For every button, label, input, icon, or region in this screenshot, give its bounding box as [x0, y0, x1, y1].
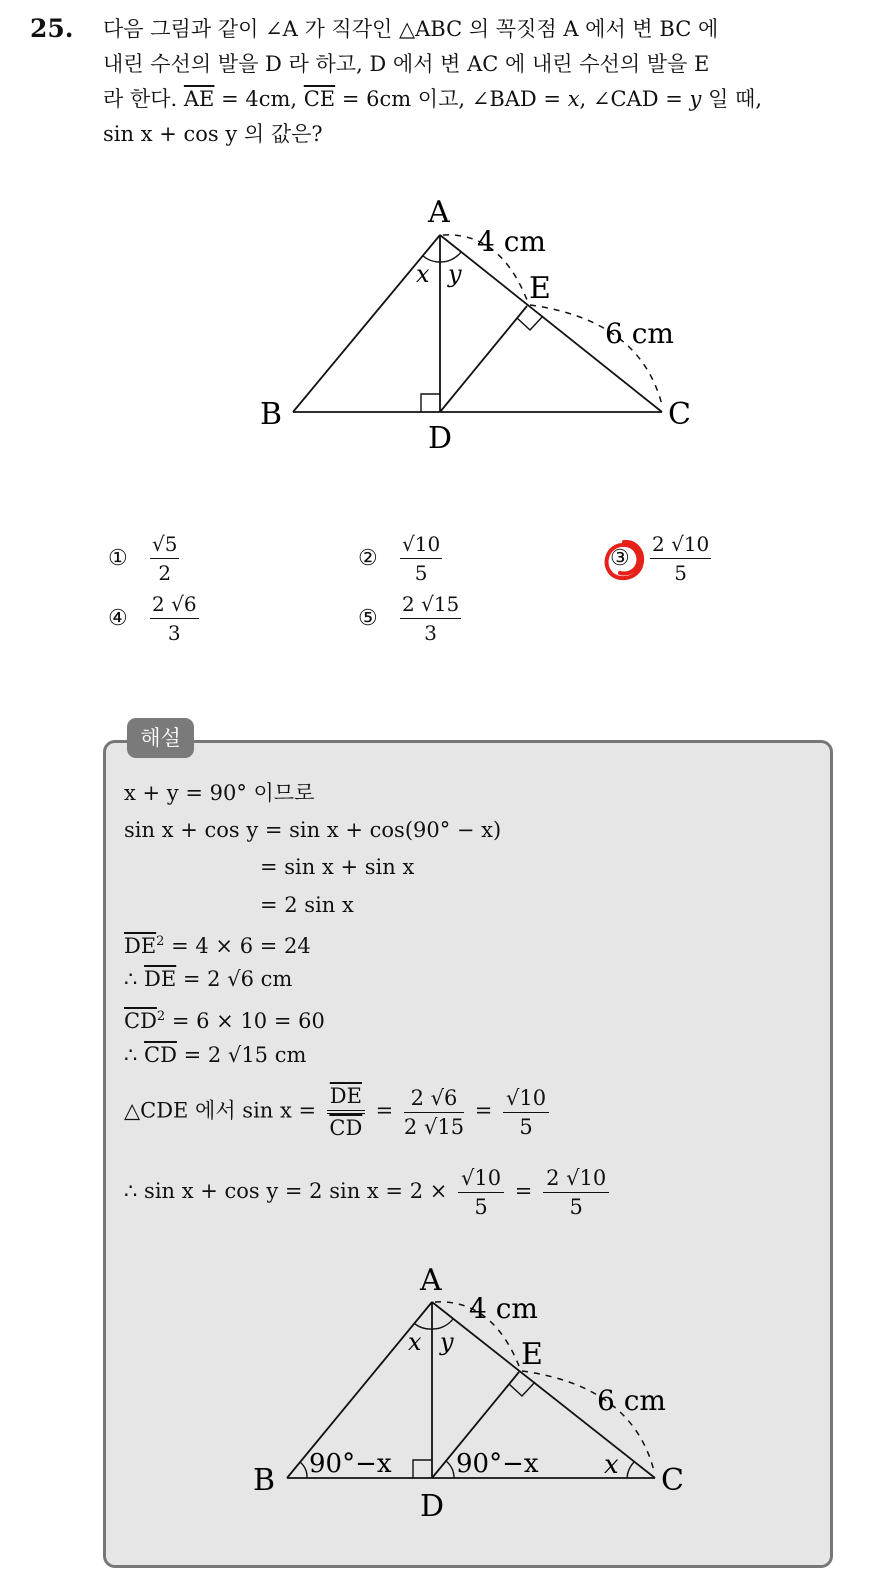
sol-line-9: △CDE 에서 sin x = $\frac{\overline{DE}}{CD}$ = $\frac{2 √6}{2 √15}$ = $\frac{√10}{5}$	[124, 1082, 553, 1142]
sol-line-5: $\overline{DE}^2 = 4 \times 6 = 24$	[124, 934, 311, 958]
segment-ce: $\overline{CE}$	[303, 87, 336, 111]
solution-triangle-figure	[0, 1240, 884, 1570]
label-d: D	[428, 421, 453, 456]
frac-root10-5	[503, 1084, 549, 1141]
sol-line-9-pre: △CDE 에서 sin x =	[124, 1098, 323, 1123]
right-angle-d-2	[413, 1460, 432, 1478]
sol-line-6	[124, 964, 292, 994]
label-c: C	[668, 397, 691, 432]
sol-line-8-rest: = 2 √15 cm	[176, 1043, 307, 1067]
choice-1-mark[interactable]: ①	[108, 546, 128, 571]
label-a: A	[428, 195, 450, 230]
choice-1-den: 2	[158, 561, 172, 585]
choice-4-den: 3	[167, 621, 181, 645]
sol-line-10: ∴ sin x + cos y = 2 sin x = 2 × $\frac{√10}{5}$ = $\frac{2 √10}{5}$	[124, 1164, 613, 1221]
choice-2-num: √10	[400, 530, 442, 559]
label-a-2: A	[420, 1263, 442, 1298]
frac-5b: 5	[474, 1195, 488, 1219]
var-x: x	[567, 87, 580, 111]
label-angle-d: 90°−x	[456, 1449, 539, 1479]
sol-line-6-rest: = 2 √6 cm	[176, 967, 293, 991]
label-b: B	[260, 397, 283, 432]
frac-root10b: √10	[458, 1164, 504, 1193]
label-6cm-2: 6 cm	[597, 1384, 666, 1417]
question-line-1: 다음 그림과 같이 ∠A 가 직각인 △ABC 의 꼭짓점 A 에서 변 BC 에	[103, 17, 719, 41]
choice-5-den: 3	[424, 621, 437, 645]
angle-b-arc	[300, 1462, 307, 1478]
frac-root10: √10	[503, 1084, 549, 1113]
therefore-1: ∴	[124, 967, 145, 991]
perpendicular-de	[440, 306, 527, 412]
frac-2root6: 2 √6	[404, 1084, 464, 1113]
frac-5c: 5	[569, 1195, 583, 1219]
choice-2-den: 5	[414, 561, 428, 585]
var-y: y	[689, 87, 702, 111]
label-x-2: x	[408, 1328, 422, 1356]
q3-a: 라 한다.	[103, 87, 184, 111]
sol-line-2: sin x + cos y = sin x + cos(90° − x)	[124, 818, 502, 842]
q3-c: = 6cm 이고, ∠BAD =	[335, 87, 568, 111]
seg-cd-2: $\overline{CD}$	[144, 1043, 177, 1067]
choice-4-num: 2 √6	[150, 590, 199, 619]
label-6cm: 6 cm	[605, 317, 674, 350]
triangle-figure	[0, 0, 884, 480]
right-angle-e	[517, 316, 543, 330]
frac-de-cd	[327, 1082, 365, 1142]
label-4cm-2: 4 cm	[469, 1292, 538, 1325]
sol-line-4	[124, 890, 354, 920]
sol-line-3	[124, 852, 414, 882]
q3-b: = 4cm,	[214, 87, 304, 111]
choice-4-value[interactable]	[150, 590, 199, 647]
question-line-2: 내린 수선의 발을 D 라 하고, D 에서 변 AC 에 내린 수선의 발을 E	[103, 52, 710, 76]
label-d-2: D	[420, 1489, 445, 1524]
solution-tag: 해설	[127, 718, 194, 758]
answer-circle-mark	[598, 534, 650, 586]
seg-de-2: $\overline{DE}$	[144, 967, 177, 991]
sol-line-7-rest: = 6 × 10 = 60	[165, 1009, 325, 1033]
choice-3-mark[interactable]: ③	[610, 546, 630, 571]
choice-3-value[interactable]	[650, 530, 711, 587]
frac-root10-5b	[458, 1164, 504, 1221]
seg-cd: $\overline{CD}$	[124, 1009, 157, 1033]
frac-2root10: 2 √10	[543, 1164, 609, 1193]
choice-4-mark[interactable]: ④	[108, 606, 128, 631]
sol-line-7: $\overline{CD}^2 = 6 \times 10 = 60$	[124, 1009, 325, 1033]
frac-root6-root15	[404, 1084, 464, 1141]
q3-e: 일 때,	[701, 87, 762, 111]
sol-line-1: x + y = 90° 이므로	[124, 781, 315, 805]
sol-line-10-pre: ∴ sin x + cos y = 2 sin x = 2 ×	[124, 1179, 455, 1203]
question-number: 25.	[30, 14, 74, 43]
label-b-2: B	[253, 1463, 276, 1498]
sol-line-5-rest: = 4 × 6 = 24	[164, 934, 311, 958]
choice-3-num: 2 √10	[650, 530, 711, 559]
segment-ae: $\overline{AE}$	[183, 87, 215, 111]
frac-2root10-5	[543, 1164, 609, 1221]
angle-d-arc	[446, 1461, 454, 1478]
frac-2root15: 2 √15	[403, 1114, 465, 1139]
label-e-2: E	[521, 1337, 543, 1372]
frac-cd: CD	[329, 1116, 363, 1140]
choice-1-value[interactable]	[150, 530, 179, 587]
q3-d: , ∠CAD =	[579, 87, 690, 111]
label-c-2: C	[661, 1463, 684, 1498]
label-angle-b: 90°−x	[309, 1449, 392, 1479]
choice-5-mark[interactable]: ⑤	[358, 606, 378, 631]
sol-line-8	[124, 1040, 306, 1070]
choice-5-num: 2 √15	[400, 590, 461, 619]
label-x: x	[416, 260, 430, 288]
frac-de: $\overline{DE}$	[327, 1082, 365, 1114]
sol-line-3-text: = sin x + sin x	[260, 855, 415, 879]
label-4cm: 4 cm	[477, 225, 546, 258]
seg-de: $\overline{DE}$	[124, 934, 157, 958]
choice-3-den: 5	[674, 561, 687, 585]
question-line-4: sin x + cos y 의 값은?	[103, 122, 323, 146]
label-angle-c: x	[604, 1450, 619, 1480]
frac-5: 5	[519, 1114, 533, 1139]
sol-line-4-text: = 2 sin x	[260, 893, 354, 917]
right-angle-e-2	[509, 1382, 535, 1396]
choice-2-value[interactable]	[400, 530, 442, 587]
choice-1-num: √5	[150, 530, 179, 559]
choice-2-mark[interactable]: ②	[358, 546, 378, 571]
therefore-2: ∴	[124, 1043, 145, 1067]
choice-5-value[interactable]	[400, 590, 461, 647]
angle-c-arc	[627, 1462, 634, 1478]
label-e: E	[529, 271, 551, 306]
label-y: y	[448, 260, 462, 288]
label-y-2: y	[440, 1328, 454, 1356]
right-angle-d	[421, 394, 440, 412]
